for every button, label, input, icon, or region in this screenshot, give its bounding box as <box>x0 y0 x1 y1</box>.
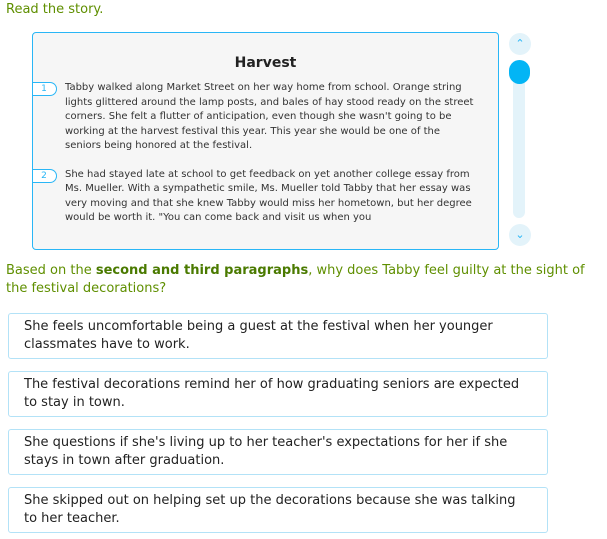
scroll-down-button[interactable] <box>509 224 531 246</box>
paragraph-number: 2 <box>32 169 57 183</box>
scrollbar-thumb[interactable] <box>509 60 530 84</box>
chevron-up-icon: ⌃ <box>515 37 525 50</box>
question-text: , why does Tabby feel guilty at the sight of the festival decorations? <box>6 263 585 296</box>
scroll-up-button[interactable] <box>509 33 531 55</box>
chevron-down-icon: ⌄ <box>515 228 525 241</box>
story-panel <box>32 32 499 250</box>
answer-option-2[interactable]: The festival decorations remind her of how graduating seniors are expected to stay in town. <box>8 371 548 417</box>
paragraph-1 <box>33 81 498 154</box>
paragraph-text: She had stayed late at school to get feedback on yet another college essay from Ms. Mueller. With a sympathetic smile, Ms. Mueller told Tabby that her essay was very moving and that she knew Tabby would miss her hometown, but her degree would be worth it. "You can come back and visit us when you <box>65 168 472 223</box>
question-emphasis: second and third paragraphs <box>95 263 309 278</box>
instruction: Read the story. <box>6 2 104 17</box>
story-title: Harvest <box>234 55 297 71</box>
paragraph-text: Tabby walked along Market Street on her way home from school. Orange string lights glittered around the lamp posts, and bales of hay stood ready on the street corners. She felt a flutter of anticipation, even though she wasn't going to be working at the harvest festival this year. This year she would be one of the seniors being honored at the festival. <box>65 82 474 151</box>
answer-option-3[interactable]: She questions if she's living up to her teacher's expectations for her if she stays in town after graduation. <box>8 429 548 475</box>
question <box>6 262 606 298</box>
paragraph-2 <box>33 168 498 226</box>
paragraph-number: 1 <box>32 82 57 96</box>
answer-option-1[interactable]: She feels uncomfortable being a guest at the festival when her younger classmates have to work. <box>8 313 548 359</box>
scrollbar-track[interactable] <box>513 62 525 218</box>
question-text: Based on the <box>6 263 96 278</box>
answer-option-4[interactable]: She skipped out on helping set up the decorations because she was talking to her teacher. <box>8 487 548 533</box>
